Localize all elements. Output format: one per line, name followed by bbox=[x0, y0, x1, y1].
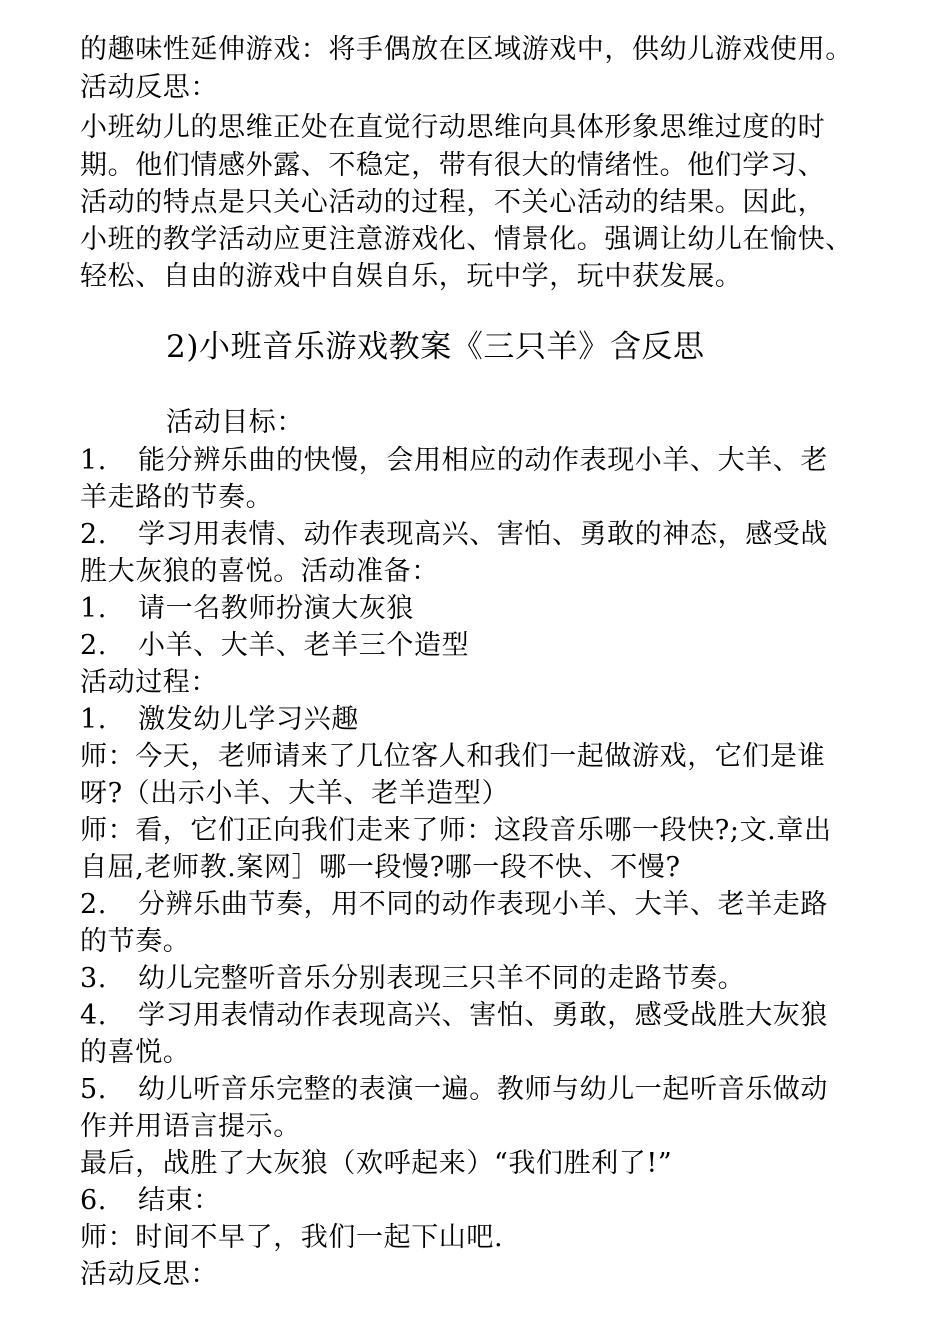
text-line: 师：时间不早了，我们一起下山吧. bbox=[80, 1222, 504, 1253]
list-number: 4. bbox=[80, 1000, 107, 1031]
reflection-label: 活动反思： bbox=[80, 72, 218, 103]
list-text: 激发幼儿学习兴趣 bbox=[138, 704, 359, 735]
reflection-label: 活动反思： bbox=[80, 1259, 218, 1290]
list-number: 1. bbox=[80, 704, 107, 735]
list-item bbox=[80, 1072, 828, 1108]
text-line: 作并用语言提示。 bbox=[80, 1111, 301, 1142]
list-item bbox=[80, 1183, 221, 1219]
list-item bbox=[80, 702, 359, 738]
text-line: 期。他们情感外露、不稳定，带有很大的情绪性。他们学习、 bbox=[80, 150, 826, 181]
list-number: 2. bbox=[80, 889, 107, 920]
text-line: 的节奏。 bbox=[80, 926, 191, 957]
process-label: 活动过程： bbox=[80, 667, 218, 698]
list-item bbox=[80, 628, 469, 664]
text-line: 师：今天，老师请来了几位客人和我们一起做游戏，它们是谁 bbox=[80, 741, 826, 772]
text-line: 轻松、自由的游戏中自娱自乐，玩中学，玩中获发展。 bbox=[80, 261, 743, 292]
list-text: 能分辨乐曲的快慢，会用相应的动作表现小羊、大羊、老 bbox=[138, 445, 828, 476]
list-number: 6. bbox=[80, 1185, 107, 1216]
list-number: 3. bbox=[80, 963, 107, 994]
text-line: 的喜悦。 bbox=[80, 1037, 191, 1068]
text-line: 自屈,老师教.案网］哪一段慢?哪一段不快、不慢? bbox=[80, 852, 681, 883]
list-number: 1. bbox=[80, 593, 107, 624]
list-item bbox=[80, 443, 828, 479]
list-text: 分辨乐曲节奏，用不同的动作表现小羊、大羊、老羊走路 bbox=[138, 889, 828, 920]
text-line: 的趣味性延伸游戏：将手偶放在区域游戏中，供幼儿游戏使用。 bbox=[80, 34, 853, 65]
list-text: 幼儿听音乐完整的表演一遍。教师与幼儿一起听音乐做动 bbox=[138, 1074, 828, 1105]
text-line: 小班幼儿的思维正处在直觉行动思维向具体形象思维过度的时 bbox=[80, 112, 826, 143]
list-item bbox=[80, 517, 828, 553]
text-line: 师：看，它们正向我们走来了师：这段音乐哪一段快?;文.章出 bbox=[80, 815, 832, 846]
list-item bbox=[80, 998, 828, 1034]
list-number: 5. bbox=[80, 1074, 107, 1105]
text-line: 最后，战胜了大灰狼（欢呼起来）“我们胜利了!” bbox=[80, 1148, 673, 1179]
list-text: 学习用表情、动作表现高兴、害怕、勇敢的神态，感受战 bbox=[138, 519, 828, 550]
goals-label: 活动目标： bbox=[166, 407, 304, 438]
list-text: 学习用表情动作表现高兴、害怕、勇敢，感受战胜大灰狼 bbox=[138, 1000, 828, 1031]
section-heading: 2)小班音乐游戏教案《三只羊》含反思 bbox=[166, 329, 705, 365]
list-text: 小羊、大羊、老羊三个造型 bbox=[138, 630, 470, 661]
list-number: 1. bbox=[80, 445, 107, 476]
text-line: 小班的教学活动应更注意游戏化、情景化。强调让幼儿在愉快、 bbox=[80, 224, 853, 255]
text-line: 胜大灰狼的喜悦。活动准备： bbox=[80, 556, 439, 587]
list-number: 2. bbox=[80, 630, 107, 661]
list-text: 请一名教师扮演大灰狼 bbox=[138, 593, 414, 624]
list-item bbox=[80, 591, 414, 627]
text-line: 羊走路的节奏。 bbox=[80, 482, 274, 513]
text-line: 呀?（出示小羊、大羊、老羊造型） bbox=[80, 778, 510, 809]
list-text: 幼儿完整听音乐分别表现三只羊不同的走路节奏。 bbox=[138, 963, 746, 994]
list-item bbox=[80, 887, 828, 923]
list-text: 结束： bbox=[138, 1185, 221, 1216]
list-number: 2. bbox=[80, 519, 107, 550]
text-line: 活动的特点是只关心活动的过程，不关心活动的结果。因此， bbox=[80, 187, 826, 218]
list-item bbox=[80, 961, 745, 997]
